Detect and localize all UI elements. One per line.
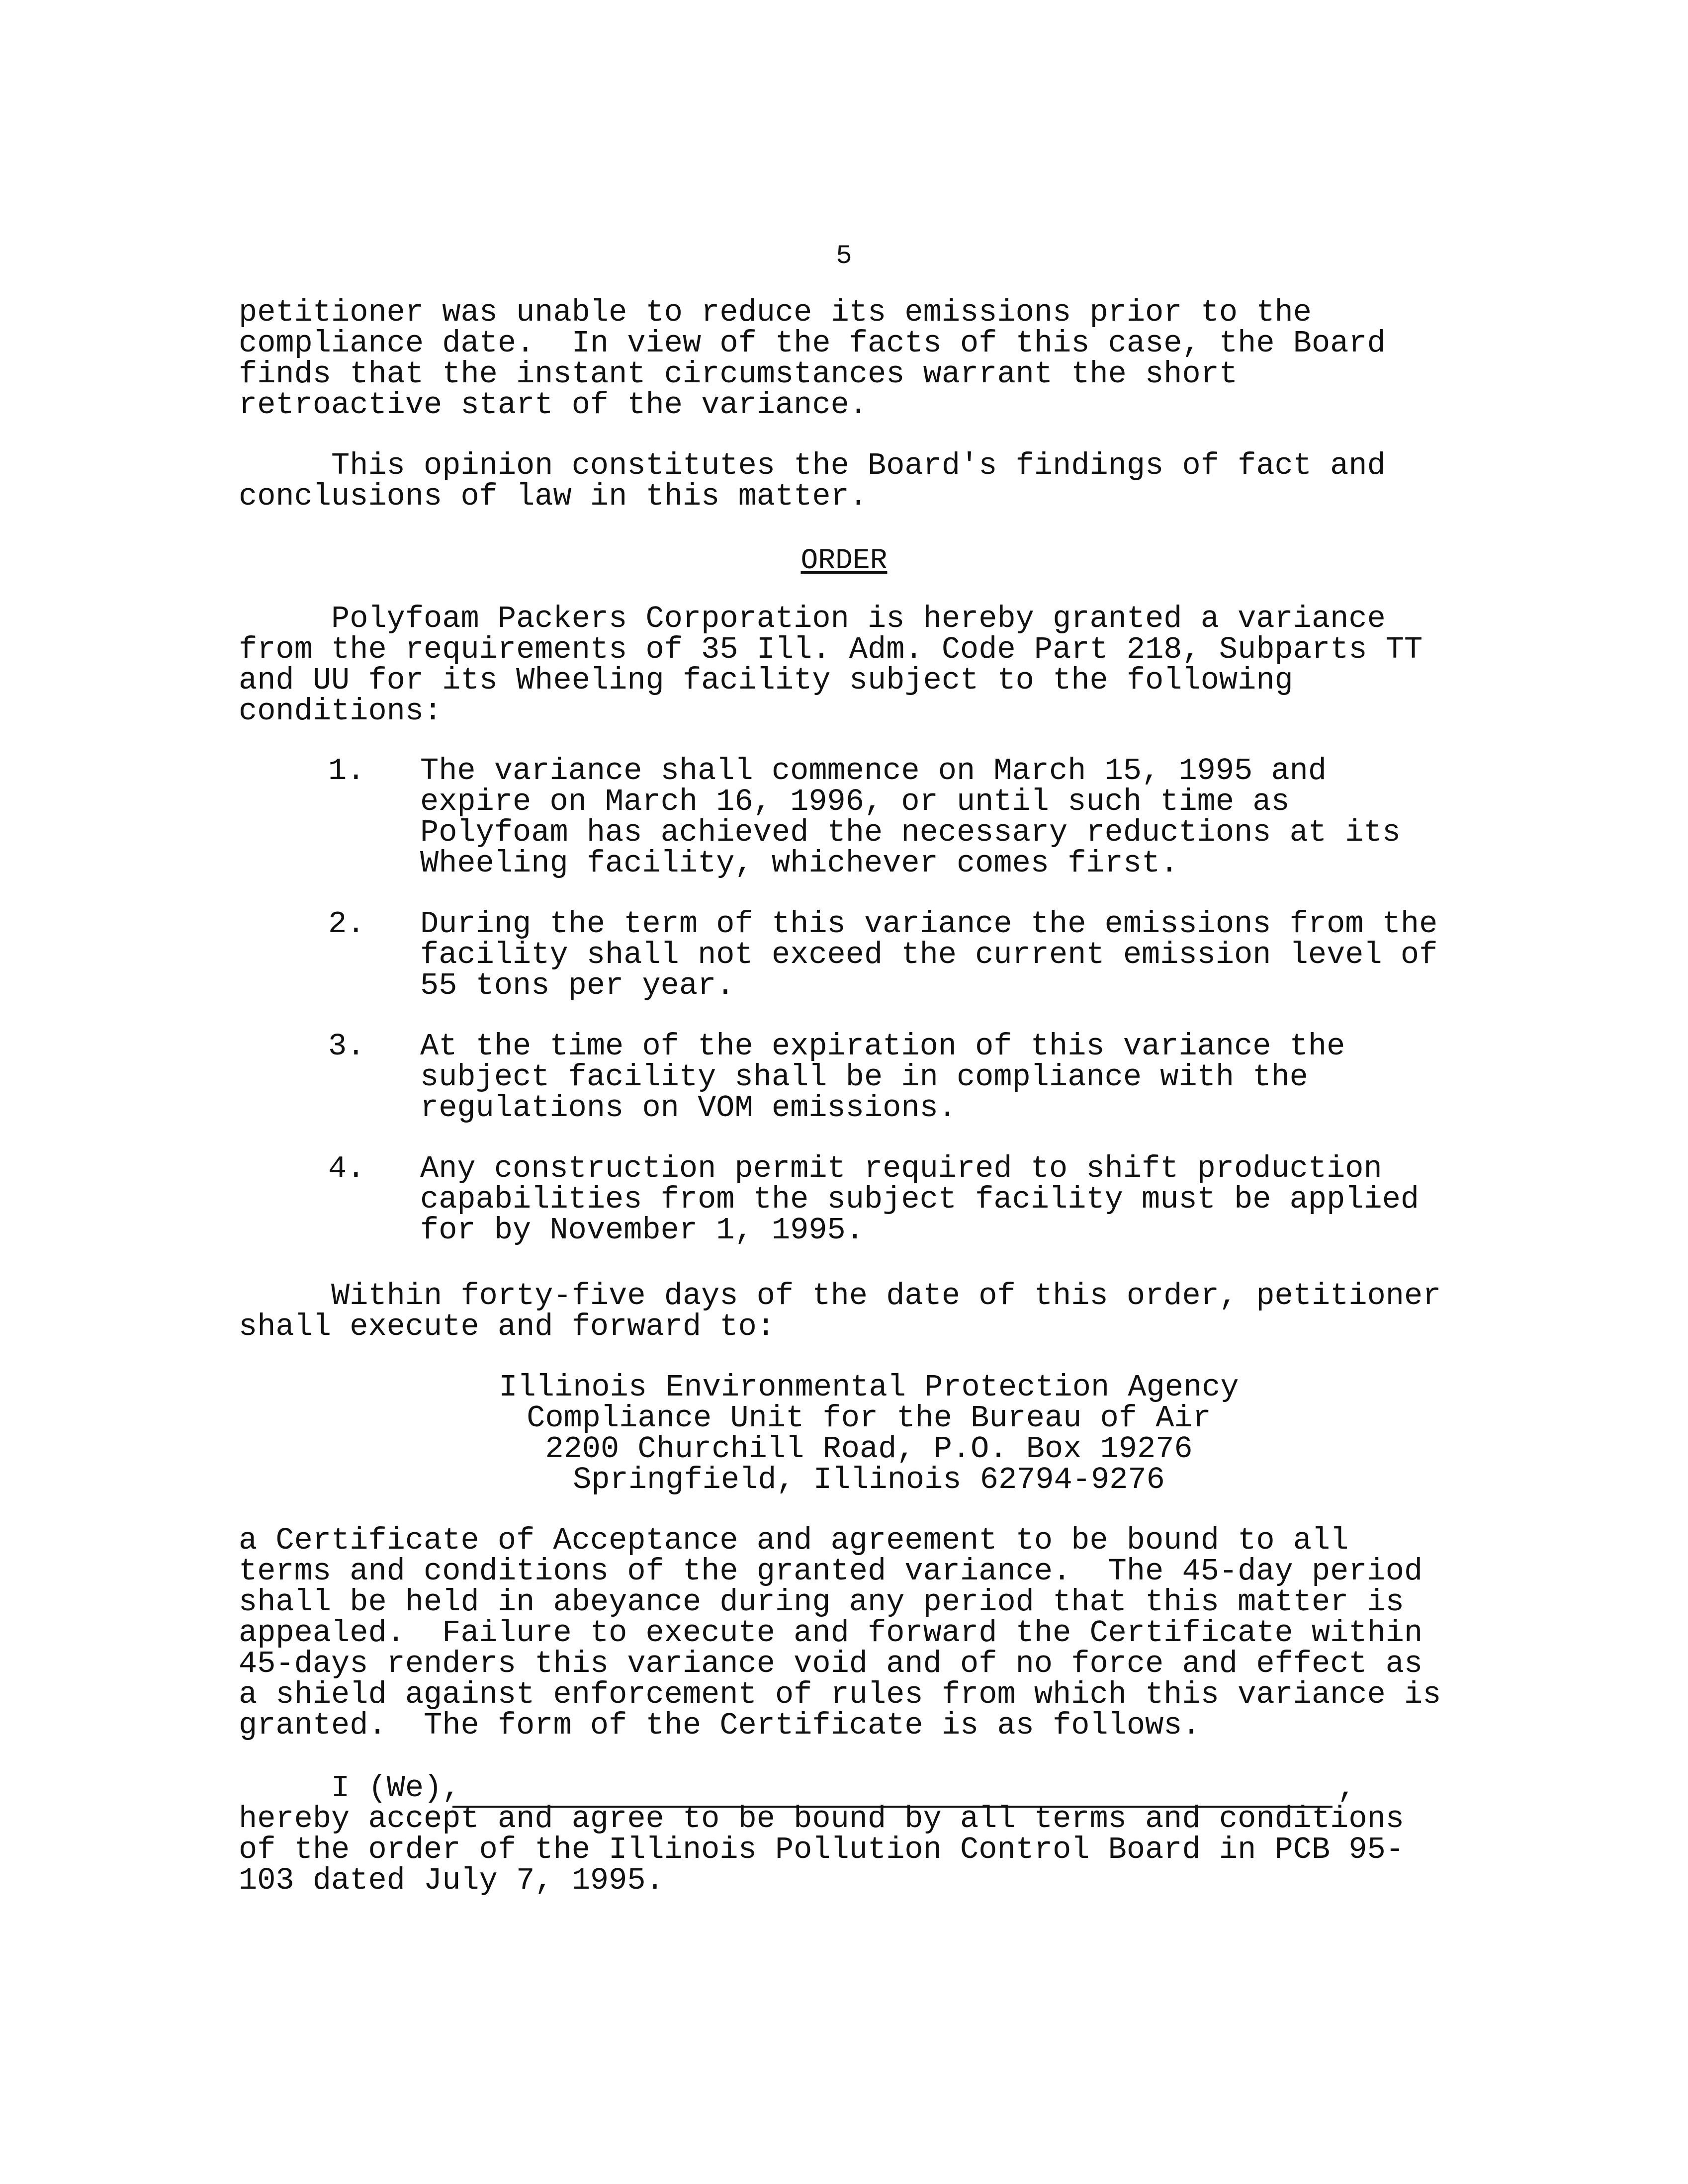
order-heading [0, 546, 1688, 577]
condition-number: 4. [328, 1151, 365, 1186]
paragraph-findings: This opinion constitutes the Board's findings of fact and conclusions of law in this matter. [239, 448, 1386, 514]
page-number: 5 [836, 241, 852, 271]
condition-number: 1. [328, 753, 365, 788]
acceptance-body: hereby accept and agree to be bound by all terms and conditions of the order of the Illinois Pollution Control Board in PCB 95- 103 dated July 7, 1995. [239, 1801, 1404, 1898]
forward-instructions: Within forty-five days of the date of this order, petitioner shall execute and forward to: [239, 1278, 1441, 1344]
address-line: Compliance Unit for the Bureau of Air [527, 1400, 1211, 1436]
agency-address [0, 1372, 1688, 1495]
condition-number: 3. [328, 1029, 365, 1064]
condition-text: At the time of the expiration of this variance the subject facility shall be in compliance with the regulations on VOM emissions. [420, 1029, 1345, 1126]
paragraph-retroactive-start: petitioner was unable to reduce its emissions prior to the compliance date. In view of the facts of this case, the Board finds that the instant circumstances warrant the short retroactive start of the variance. [239, 295, 1386, 423]
condition-text: The variance shall commence on March 15, 1995 and expire on March 16, 1996, or until such time as Polyfoam has achieved the necessary reductions at its Wheeling facility, whichever comes first. [420, 753, 1401, 881]
order-heading-text: ORDER [800, 545, 888, 577]
address-line: 2200 Churchill Road, P.O. Box 19276 [545, 1431, 1193, 1467]
acceptance-suffix: , [1337, 1770, 1356, 1806]
condition-number: 2. [328, 906, 365, 942]
acceptance-prefix: I (We), [239, 1770, 461, 1806]
address-line: Springfield, Illinois 62794-9276 [573, 1462, 1165, 1497]
condition-text: Any construction permit required to shift production capabilities from the subject facility must be applied for by November 1, 1995. [420, 1151, 1420, 1248]
address-line: Illinois Environmental Protection Agency [499, 1370, 1239, 1405]
condition-text: During the term of this variance the emissions from the facility shall not exceed the current emission level of 55 tons per year. [420, 906, 1438, 1003]
certificate-paragraph: a Certificate of Acceptance and agreement to be bound to all terms and conditions of the granted variance. The 45-day period shall be held in abeyance during any period that this matter is appealed. Failure to execute and forward the Certificate within 45-days renders this variance void and of no force and effect as a shield against enforcement of rules from which this variance is granted. The form of the Certificate is as follows. [239, 1523, 1441, 1743]
order-intro: Polyfoam Packers Corporation is hereby granted a variance from the requirements of 35 Ill. Adm. Code Part 218, Subparts TT and UU for its Wheeling facility subject to the following conditions: [239, 601, 1423, 729]
